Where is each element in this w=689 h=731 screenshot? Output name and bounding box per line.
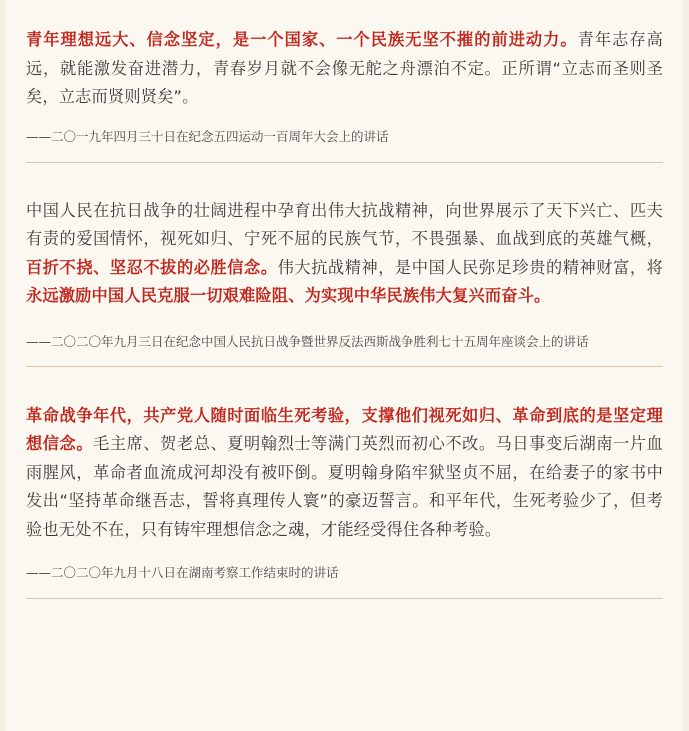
- body-text: 中国人民在抗日战争的壮阔进程中孕育出伟大抗战精神，向世界展示了天下兴亡、匹夫有责的爱国情怀，视死如归、宁死不屈的民族气节，不畏强暴、血战到底的英雄气概，: [26, 200, 663, 248]
- article-page: [6, 0, 683, 731]
- quote-paragraph: [26, 26, 663, 112]
- quote-section-2: [26, 197, 663, 367]
- highlighted-text: 青年理想远大、信念坚定，是一个国家、一个民族无坚不摧的前进动力。: [26, 30, 578, 49]
- quote-source: ——二〇一九年四月三十日在纪念五四运动一百周年大会上的讲话: [26, 128, 389, 144]
- section-divider: [26, 366, 663, 367]
- section-divider: [26, 598, 663, 599]
- quote-paragraph: [26, 402, 663, 545]
- body-text: 伟大抗战精神，是中国人民弥足珍贵的精神财富，将: [277, 257, 664, 277]
- body-text: 毛主席、贺老总、夏明翰烈士等满门英烈而初心不改。马日事变后湖南一片血雨腥风，革命者血流成河却没有被吓倒。夏明翰身陷牢狱坚贞不屈，在给妻子的家书中发出“坚持革命继吾志，誓将真理传人寰”的豪迈誓言。和平年代，生死考验少了，但考验也无处不在，只有铸牢理想信念之魂，才能经受得住各种考验。: [26, 434, 663, 539]
- body-text: 青年志存高远，就能激发奋进潜力，青春岁月就不会像无舵之舟漂泊不定。正所谓“立志而圣则圣矣，立志而贤则贤矣”。: [26, 30, 663, 106]
- section-divider: [26, 162, 663, 163]
- quote-source: ——二〇二〇年九月十八日在湖南考察工作结束时的讲话: [26, 565, 339, 580]
- highlighted-text: 革命战争年代，共产党人随时面临生死考验，支撑他们视死如归、革命到底的是坚定理想信念。: [26, 405, 663, 453]
- highlighted-text: 百折不挠、坚忍不拔的必胜信念。: [26, 257, 278, 277]
- quote-paragraph: [26, 197, 663, 311]
- quote-section-1: [26, 26, 663, 163]
- quote-source: ——二〇二〇年九月三日在纪念中国人民抗日战争暨世界反法西斯战争胜利七十五周年座谈会上的讲话: [26, 333, 589, 349]
- quote-section-3: [26, 402, 663, 600]
- highlighted-text: 永远激励中国人民克服一切艰难险阻、为实现中华民族伟大复兴而奋斗。: [26, 286, 551, 305]
